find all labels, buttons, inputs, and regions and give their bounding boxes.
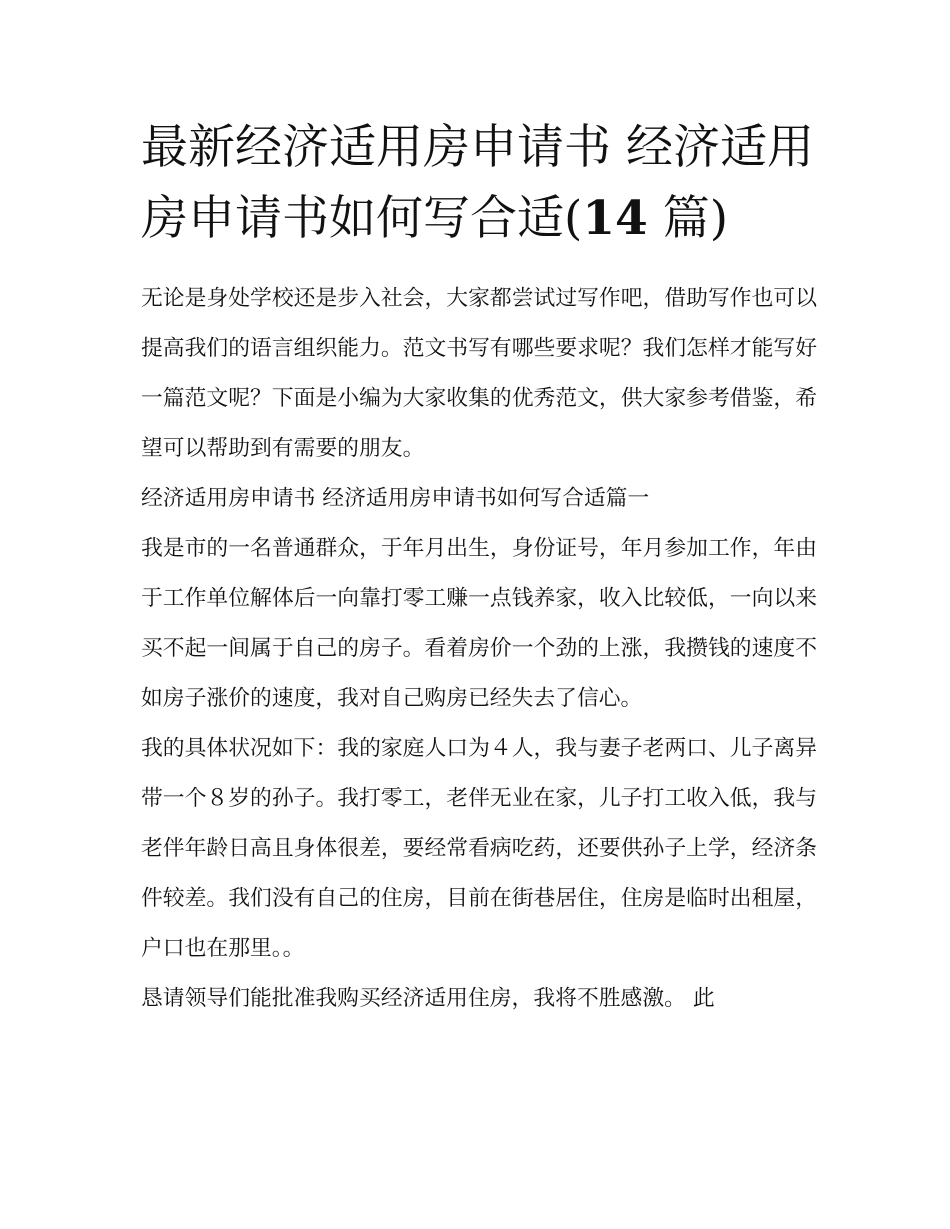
body-paragraph: 我是市的一名普通群众，于年月出生，身份证号，年月参加工作，年由于工作单位解体后一向靠打零工赚一点钱养家，收入比较低，一向以来买不起一间属于自己的房子。看着房价一个劲的上涨，我攒钱的速度不如房子涨价的速度，我对自己购房已经失去了信心。: [141, 536, 817, 711]
title-text: 最新经济适用房申请书 经济适用房申请书如何写合适(: [141, 120, 814, 246]
body-paragraph: 恳请领导们能批准我购买经济适用住房，我将不胜感激。 此: [141, 986, 715, 1011]
intro-paragraph: 无论是身处学校还是步入社会，大家都尝试过写作吧，借助写作也可以提高我们的语言组织能力。范文书写有哪些要求呢？我们怎样才能写好一篇范文呢？下面是小编为大家收集的优秀范文，供大家参考借鉴，希望可以帮助到有需要的朋友。: [141, 286, 817, 461]
title-suffix: 篇): [647, 191, 729, 246]
body-paragraph: 我的具体状况如下：我的家庭人口为４人，我与妻子老两口、儿子离异带一个８岁的孙子。我打零工，老伴无业在家，儿子打工收入低，我与老伴年龄日高且身体很差，要经常看病吃药，还要供孙子上学，经济条件较差。我们没有自己的住房，目前在街巷居住，住房是临时出租屋，户口也在那里。。: [141, 736, 817, 961]
section-heading: 经济适用房申请书 经济适用房申请书如何写合适篇一: [141, 486, 650, 511]
document-body: [141, 112, 817, 1024]
document-title: [141, 112, 821, 254]
title-number: 14: [582, 191, 648, 246]
